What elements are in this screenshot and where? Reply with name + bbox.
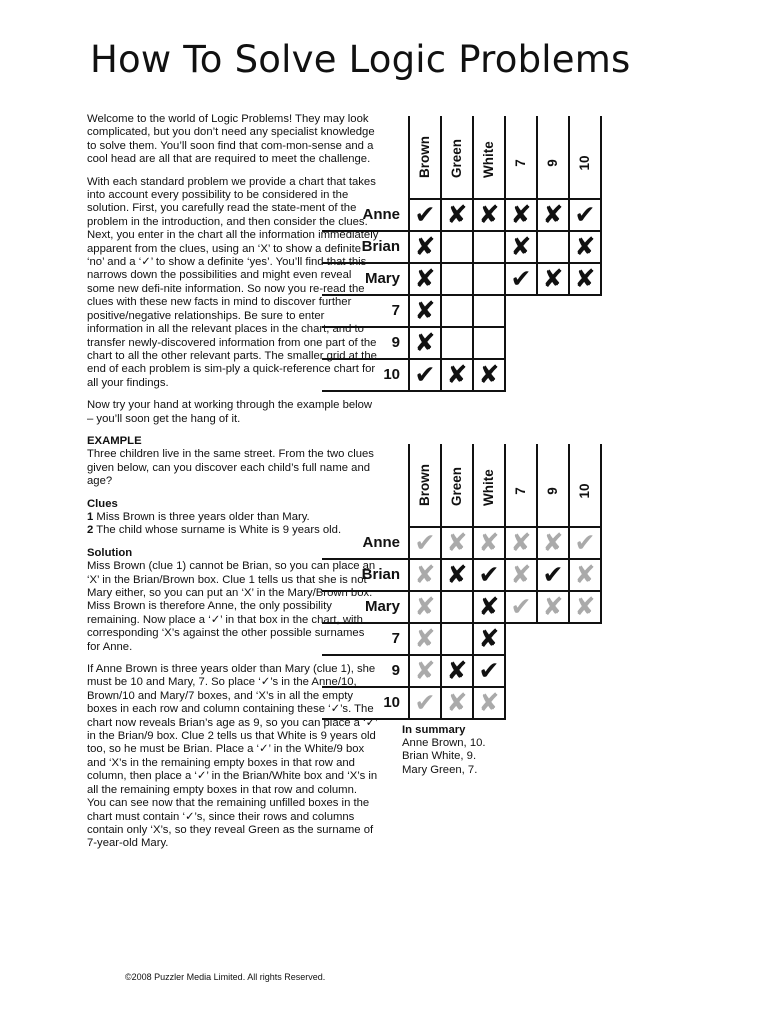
cell-cross: ✘: [409, 295, 441, 327]
col-brown: Brown: [417, 136, 432, 178]
cell-cross: ✘: [537, 263, 569, 295]
cell-cross: ✘: [537, 199, 569, 231]
col-9: 9: [545, 487, 560, 495]
col-white: White: [481, 469, 496, 506]
cell-check: ✔: [569, 199, 601, 231]
cell-check: ✔: [505, 591, 537, 623]
cell-check: ✔: [473, 655, 505, 687]
cell-cross: ✘: [409, 263, 441, 295]
cell-cross: ✘: [441, 655, 473, 687]
cell-cross: ✘: [505, 231, 537, 263]
row-7: 7: [322, 623, 409, 655]
cell-empty: [441, 231, 473, 263]
cell-empty: [473, 295, 505, 327]
cell-cross: ✘: [441, 199, 473, 231]
row-brian: Brian: [322, 231, 409, 263]
clues-heading: Clues: [87, 497, 118, 510]
cell-cross: ✘: [409, 623, 441, 655]
chart-top: [322, 116, 602, 392]
col-brown: Brown: [417, 464, 432, 506]
row-10: 10: [322, 687, 409, 719]
cell-check: ✔: [473, 559, 505, 591]
col-white: White: [481, 141, 496, 178]
summary-heading: In summary: [402, 724, 466, 736]
example-heading: EXAMPLE: [87, 434, 142, 447]
cell-cross: ✘: [569, 591, 601, 623]
cell-cross: ✘: [441, 687, 473, 719]
row-9: 9: [322, 327, 409, 359]
col-green: Green: [449, 138, 464, 178]
col-10: 10: [577, 483, 592, 499]
cell-cross: ✘: [409, 231, 441, 263]
cell-empty: [473, 263, 505, 295]
cell-cross: ✘: [505, 559, 537, 591]
clue-1-number: 1: [87, 510, 94, 523]
cell-empty: [441, 263, 473, 295]
cell-cross: ✘: [441, 359, 473, 391]
col-green: Green: [449, 466, 464, 506]
row-brian: Brian: [322, 559, 409, 591]
cell-empty: [441, 295, 473, 327]
cell-cross: ✘: [473, 199, 505, 231]
page-title: How To Solve Logic Problems: [90, 38, 631, 81]
cell-cross: ✘: [441, 559, 473, 591]
example-text: Three children live in the same street. From the two clues given below, can you discover each child’s full name and age?: [87, 448, 374, 488]
clue-1-text: Miss Brown is three years older than Mary.: [93, 510, 310, 523]
solution-paragraph-2: If Anne Brown is three years older than Mary (clue 1), she must be 10 and Mary, 7. So place ‘✓’s in the Anne/10, Brown/10 and Mary/7 boxes, and ‘X’s in all the empty boxes in each row and column containing these ‘✓’s. The chart now reveals Brian’s age as 9, so you can place a ‘✓’ in the Brian/9 box. Clue 2 tells us that White is 9 years old too, so he must be Brian. Place a ‘✓’ in the White/9 box and ‘X’s in the remaining empty boxes in that row and column, then place a ‘✓’ in the Brian/White box and ‘X’s in all the remaining empty boxes in that row and column.: [87, 663, 378, 796]
cell-check: ✔: [409, 527, 441, 559]
summary-line-1: Anne Brown, 10.: [402, 737, 486, 750]
summary-line-2: Brian White, 9.: [402, 750, 477, 763]
cell-empty: [441, 327, 473, 359]
cell-empty: [441, 591, 473, 623]
col-7: 7: [513, 487, 528, 495]
solution-paragraph-1: Miss Brown (clue 1) cannot be Brian, so you can place an ‘X’ in the Brian/Brown box. Clue 1 tells us that she is not Mary either, so you can put an ‘X’ in the Mary/Brown box. Miss Brown is therefore Anne, the only possibility remaining. Now place a ‘✓’ in that box in the chart, with corresponding ‘X’s against the other possible surnames for Anne.: [87, 560, 376, 653]
cell-cross: ✘: [569, 559, 601, 591]
row-anne: Anne: [322, 199, 409, 231]
cell-cross: ✘: [409, 559, 441, 591]
clue-2-text: The child whose surname is White is 9 years old.: [93, 524, 342, 537]
row-mary: Mary: [322, 591, 409, 623]
cell-check: ✔: [537, 559, 569, 591]
intro-paragraph-1: Welcome to the world of Logic Problems! They may look complicated, but you don’t need any specialist knowledge to solve them. You’ll soon find that com-mon-sense and a cool head are all that are required to meet the challenge.: [87, 113, 375, 166]
cell-empty: [473, 327, 505, 359]
row-7: 7: [322, 295, 409, 327]
row-mary: Mary: [322, 263, 409, 295]
row-9: 9: [322, 655, 409, 687]
cell-check: ✔: [409, 199, 441, 231]
cell-cross: ✘: [537, 527, 569, 559]
cell-cross: ✘: [569, 263, 601, 295]
cell-cross: ✘: [473, 527, 505, 559]
cell-cross: ✘: [473, 623, 505, 655]
solution-paragraph-3: You can see now that the remaining unfilled boxes in the chart must contain ‘✓’s, since their rows and columns contain only ‘X’s, so they reveal Green as the surname of 7-year-old Mary.: [87, 797, 374, 850]
cell-check: ✔: [569, 527, 601, 559]
col-7: 7: [513, 159, 528, 167]
cell-check: ✔: [505, 263, 537, 295]
intro-paragraph-2: With each standard problem we provide a chart that takes into account every possibility to be considered in the solution. First, you carefully read the state-ment of the problem in the introduction, and then consider the clues. Next, you enter in the chart all the information immediately apparent from the clues, using an ‘X’ to show a definite ‘no’ and a ‘✓’ to show a definite ‘yes’. You’ll find that this narrows down the possibilities and might even reveal some new defi-nite information. So now you re-read the clues with these new facts in mind to discover further positive/negative relationships. Be sure to enter information in all the relevant places in the chart, and to transfer newly-discovered information from one part of the chart to all the other relevant parts. The smaller grid at the end of each problem is sim-ply a quick-reference chart for all your findings.: [87, 175, 379, 389]
col-9: 9: [545, 159, 560, 167]
cell-cross: ✘: [409, 327, 441, 359]
cell-cross: ✘: [537, 591, 569, 623]
intro-paragraph-3: Now try your hand at working through the example below – you’ll soon get the hang of it.: [87, 399, 373, 425]
chart-bottom: [322, 444, 602, 720]
clue-2-number: 2: [87, 524, 94, 537]
cell-cross: ✘: [473, 591, 505, 623]
cell-cross: ✘: [473, 687, 505, 719]
cell-cross: ✘: [409, 591, 441, 623]
copyright-footer: ©2008 Puzzler Media Limited. All rights Reserved.: [125, 972, 326, 982]
cell-cross: ✘: [505, 527, 537, 559]
summary-line-3: Mary Green, 7.: [402, 763, 478, 776]
cell-cross: ✘: [473, 359, 505, 391]
cell-cross: ✘: [441, 527, 473, 559]
cell-check: ✔: [409, 687, 441, 719]
cell-empty: [473, 231, 505, 263]
cell-cross: ✘: [505, 199, 537, 231]
cell-check: ✔: [409, 359, 441, 391]
col-10: 10: [577, 155, 592, 171]
row-10: 10: [322, 359, 409, 391]
solution-heading: Solution: [87, 546, 133, 559]
cell-empty: [441, 623, 473, 655]
cell-empty: [537, 231, 569, 263]
summary-block: [402, 724, 486, 777]
cell-cross: ✘: [569, 231, 601, 263]
cell-cross: ✘: [409, 655, 441, 687]
row-anne: Anne: [322, 527, 409, 559]
